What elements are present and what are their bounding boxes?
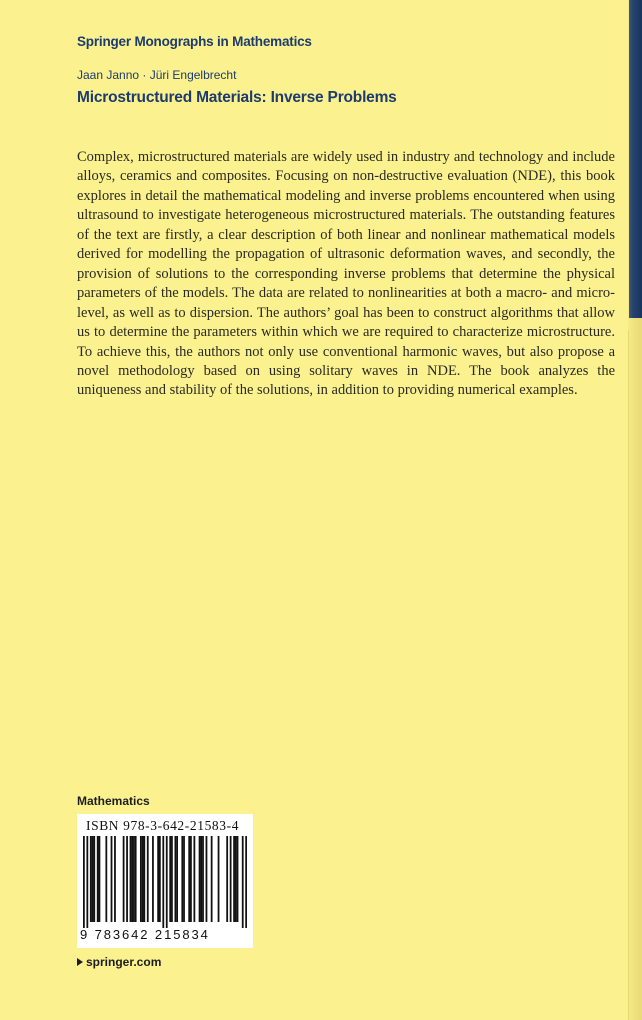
barcode-bar bbox=[157, 836, 159, 922]
barcode-bar bbox=[242, 836, 244, 928]
barcode-bar bbox=[190, 836, 192, 922]
barcode-bar bbox=[174, 836, 176, 922]
barcode-bar bbox=[130, 836, 132, 922]
barcode-bar bbox=[211, 836, 213, 922]
book-title: Microstructured Materials: Inverse Problems bbox=[77, 89, 397, 106]
barcode-bar bbox=[86, 836, 88, 928]
barcode-bar bbox=[245, 836, 247, 928]
barcode-bar bbox=[202, 836, 204, 922]
barcode-bar bbox=[114, 836, 116, 922]
barcode-bar bbox=[90, 836, 92, 922]
barcode-bar bbox=[166, 836, 168, 928]
barcode-bar bbox=[99, 836, 101, 922]
authors: Jaan Janno · Jüri Engelbrecht bbox=[77, 68, 237, 82]
barcode-bar bbox=[233, 836, 235, 922]
barcode-bar bbox=[237, 836, 239, 922]
barcode-bar bbox=[97, 836, 99, 922]
barcode-bar bbox=[135, 836, 137, 922]
publisher-website[interactable] bbox=[77, 955, 161, 969]
barcode-bar bbox=[147, 836, 149, 922]
barcode-bar bbox=[143, 836, 145, 922]
barcode-bar bbox=[169, 836, 171, 922]
barcode-bar bbox=[123, 836, 125, 922]
barcode-bar bbox=[218, 836, 220, 922]
barcode-bar bbox=[111, 836, 113, 922]
isbn-label: ISBN 978-3-642-21583-4 bbox=[86, 818, 240, 833]
barcode-bar bbox=[199, 836, 201, 922]
barcode-bar bbox=[92, 836, 94, 922]
barcode-icon bbox=[83, 836, 247, 928]
barcode-digits: 9 783642 215834 bbox=[80, 927, 210, 942]
barcode-bar bbox=[181, 836, 183, 922]
spine-edge-blue bbox=[629, 0, 642, 318]
barcode-bar bbox=[105, 836, 107, 922]
barcode-bar bbox=[235, 836, 237, 922]
barcode-bar bbox=[230, 836, 232, 922]
subject-category: Mathematics bbox=[77, 794, 150, 808]
barcode-bar bbox=[226, 836, 228, 922]
barcode-bar bbox=[133, 836, 135, 922]
barcode-bar bbox=[140, 836, 142, 922]
spine-fold-line bbox=[628, 330, 629, 1020]
barcode-bar bbox=[171, 836, 173, 922]
barcode-bar bbox=[188, 836, 190, 922]
barcode-bar bbox=[200, 836, 202, 922]
barcode-bar bbox=[193, 836, 195, 922]
barcode-bar bbox=[131, 836, 133, 922]
barcode-bar bbox=[176, 836, 178, 922]
barcode-bar bbox=[83, 836, 85, 928]
arrow-right-icon bbox=[77, 958, 83, 966]
barcode-bar bbox=[159, 836, 161, 922]
book-description: Complex, microstructured materials are widely used in industry and technology and include alloys, ceramics and composites. Focusing on non-destructive evaluation (NDE), this book explores in detail the mathematical modeling and inverse problems encountered when using ultrasound to investigate heterogeneous microstructured materials. The outstanding features of the text are firstly, a clear description of both linear and nonlinear mathematical models derived for modelling the propagation of ultrasonic deformation waves, and secondly, the provision of solutions to the corresponding inverse problems that determine the physical parameters of the models. The data are related to nonlinearities at both a macro- and micro- level, as well as to dispersion. The authors’ goal has been to construct algorithms that allow us to determine the parameters within which we are required to characterize microstructure. To achieve this, the authors not only use conventional harmonic waves, but also propose a novel methodology based on using solitary waves in NDE. The book analyzes the uniqueness and stability of the solutions, in addition to providing numerical examples. bbox=[77, 149, 615, 399]
barcode-bar bbox=[183, 836, 185, 922]
isbn-barcode bbox=[77, 814, 253, 948]
barcode-bar bbox=[206, 836, 208, 922]
barcode-bar bbox=[126, 836, 128, 922]
barcode-bar bbox=[93, 836, 95, 922]
barcode-bar bbox=[142, 836, 144, 922]
barcode-bar bbox=[152, 836, 154, 922]
barcode-bar bbox=[162, 836, 164, 928]
series-name: Springer Monographs in Mathematics bbox=[77, 34, 312, 49]
website-label: springer.com bbox=[86, 955, 162, 969]
